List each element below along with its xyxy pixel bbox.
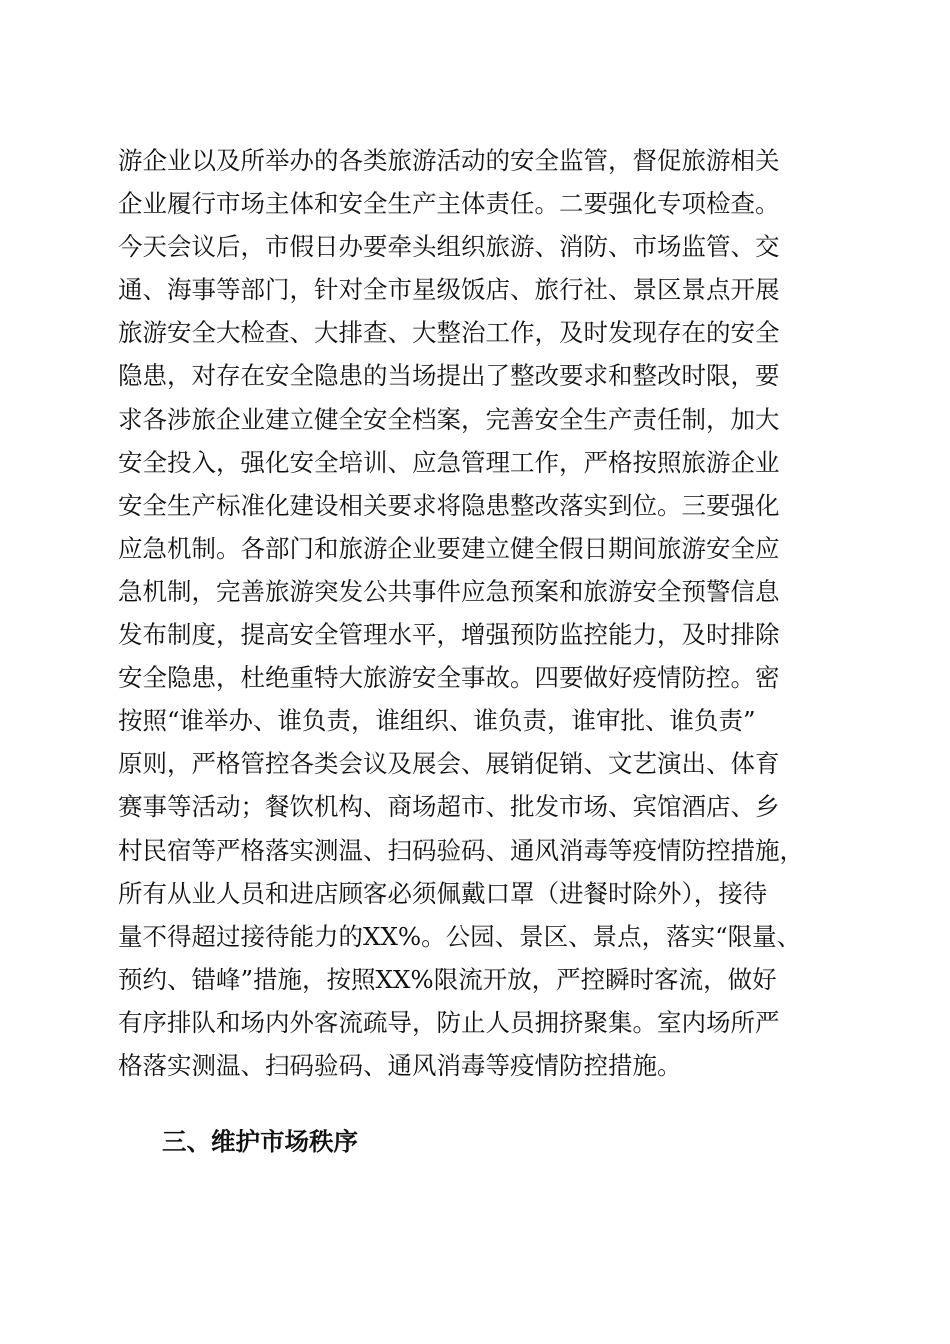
text-line: 求各涉旅企业建立健全安全档案，完善安全生产责任制，加大 [118,404,780,434]
text-line: 发布制度，提高安全管理水平，增强预防监控能力，及时排除 [118,620,780,650]
text-line: 今天会议后，市假日办要牵头组织旅游、消防、市场监管、交 [118,232,780,262]
text-line: 通、海事等部门，针对全市星级饭店、旅行社、景区景点开展 [118,275,780,305]
text-line: 应急机制。各部门和旅游企业要建立健全假日期间旅游安全应 [118,533,780,563]
text-line: 赛事等活动；餐饮机构、商场超市、批发市场、宾馆酒店、乡 [118,792,780,822]
text-line: 有序排队和场内外客流疏导，防止人员拥挤聚集。室内场所严 [118,1007,780,1037]
text-line: 安全生产标准化建设相关要求将隐患整改落实到位。三要强化 [118,490,780,520]
text-line: 隐患，对存在安全隐患的当场提出了整改要求和整改时限，要 [118,361,780,391]
text-line: 安全投入，强化安全培训、应急管理工作，严格按照旅游企业 [118,447,780,477]
body-paragraph [118,139,838,1087]
text-line: 旅游安全大检查、大排查、大整治工作，及时发现存在的安全 [118,318,780,348]
text-line: 所有从业人员和进店顾客必须佩戴口罩（进餐时除外），接待 [118,878,768,908]
text-line: 安全隐患，杜绝重特大旅游安全事故。四要做好疫情防控。密 [118,663,780,693]
text-line: 企业履行市场主体和安全生产主体责任。二要强化专项检查。 [118,189,780,219]
text-line: 按照“谁举办、谁负责，谁组织、谁负责，谁审批、谁负责” [118,706,756,736]
section-heading: 三、维护市场秩序 [162,1127,358,1156]
text-line: 量不得超过接待能力的XX%。公园、景区、景点，落实“限量、 [118,921,802,951]
text-line: 急机制，完善旅游突发公共事件应急预案和旅游安全预警信息 [118,576,780,606]
text-line: 村民宿等严格落实测温、扫码验码、通风消毒等疫情防控措施， [118,835,804,865]
text-line: 格落实测温、扫码验码、通风消毒等疫情防控措施。 [118,1050,682,1080]
text-line: 预约、错峰”措施，按照XX%限流开放，严控瞬时客流，做好 [118,964,777,994]
text-line: 游企业以及所举办的各类旅游活动的安全监管，督促旅游相关 [118,146,780,175]
text-line: 原则，严格管控各类会议及展会、展销促销、文艺演出、体育 [118,749,780,779]
